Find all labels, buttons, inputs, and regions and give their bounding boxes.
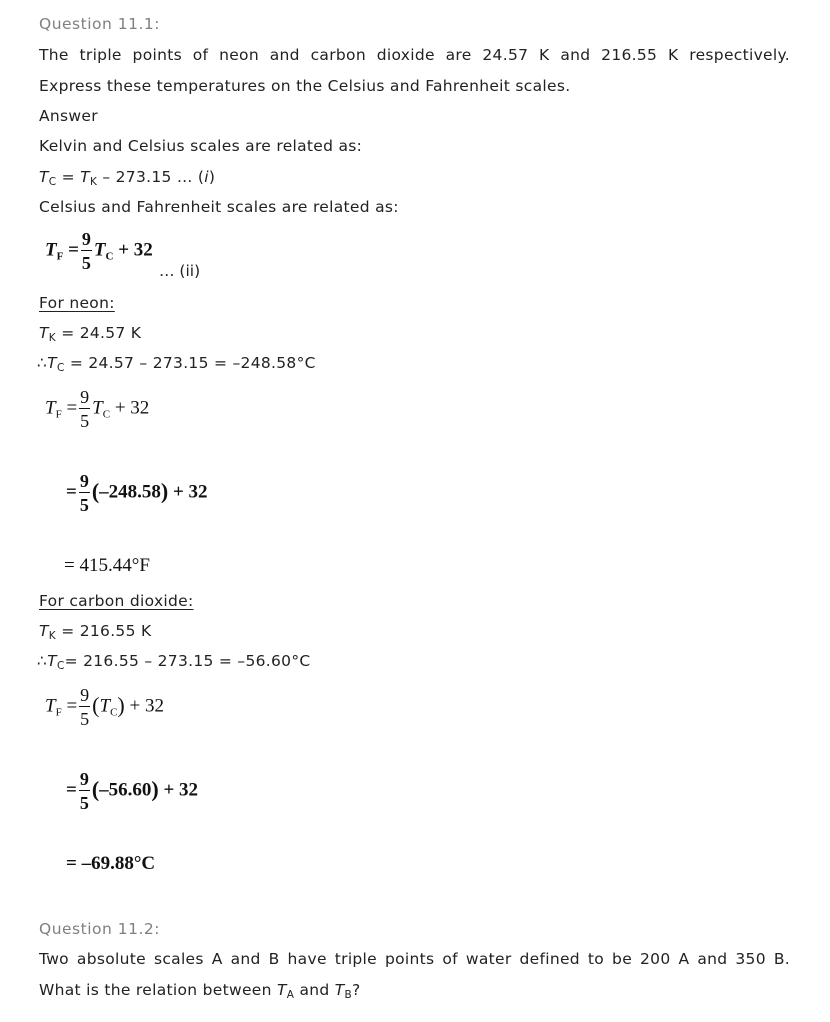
- neon-result: = 415.44°F: [64, 555, 150, 576]
- co2-formula-2: = $\frac{9}{5}$ (–56.60) + 32: [66, 769, 199, 813]
- neon-kelvin: $T_K = 24.57$ K: [39, 324, 142, 344]
- question-text-line: Express these temperatures on the Celsius and Fahrenheit scales.: [39, 77, 571, 95]
- section-heading-neon: For neon:: [39, 294, 115, 312]
- equation-tag: … (ii): [159, 262, 201, 280]
- section-heading-co2: For carbon dioxide:: [39, 592, 194, 610]
- question-heading: Question 11.2:: [39, 920, 160, 938]
- question-heading: Question 11.1:: [39, 15, 160, 33]
- neon-formula-2: = $\frac{9}{5}$ (–248.58) + 32: [66, 471, 208, 515]
- answer-label: Answer: [39, 107, 98, 125]
- formula-fahrenheit: $T_F$ = $\frac{9}{5}$ $T_C + 32$: [45, 229, 153, 273]
- co2-celsius: $\therefore T_C= 216.55 - 273.15 = -56.60^\circ C$: [37, 652, 311, 672]
- relation-intro: Celsius and Fahrenheit scales are related as:: [39, 198, 399, 216]
- relation-intro: Kelvin and Celsius scales are related as:: [39, 137, 363, 155]
- relation-equation: $T_C = T_K - 273.15$ … (i): [39, 168, 216, 188]
- co2-result: = –69.88°C: [66, 853, 156, 874]
- question-text-line: The triple points of neon and carbon dioxide are 24.57 K and 216.55 K respectively.: [39, 46, 790, 64]
- co2-kelvin: $T_K = 216.55$ K: [39, 622, 152, 642]
- question-text-line: What is the relation between $T_A$ and $T_B$?: [39, 981, 361, 1001]
- neon-formula-1: $T_F$ = $\frac{9}{5}$ $T_C + 32$: [45, 387, 150, 431]
- neon-celsius: $\therefore T_C = 24.57 - 273.15 = -248.58^\circ C$: [37, 354, 316, 374]
- question-text-line: Two absolute scales A and B have triple points of water defined to be 200 A and 350 B.: [39, 950, 790, 968]
- co2-formula-1: $T_F$ = $\frac{9}{5}$ $(T_C) + 32$: [45, 685, 164, 729]
